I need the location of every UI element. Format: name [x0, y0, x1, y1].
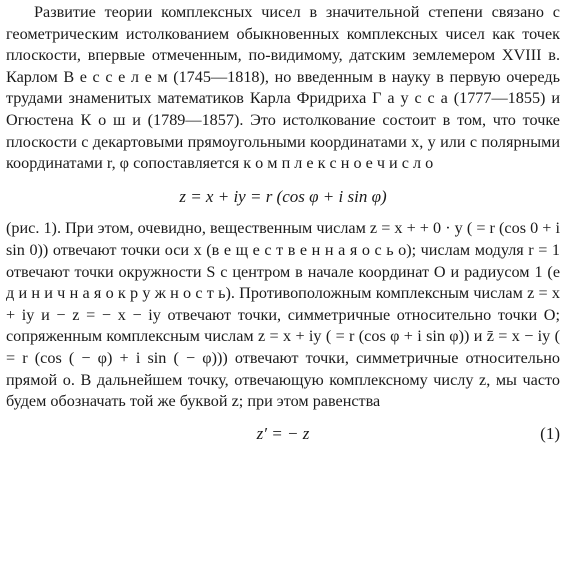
- paragraph-intro: Развитие теории комплексных чисел в значительной степени связано с геометрическим истолкованием обыкновенных комплексных чисел как точек плоскости, впервые отмеченным, по-видимому, датским землемером XVIII в. Карлом В е с с е л е м (1745—1818), но введенным в науку в первую очередь трудами знаменитых математиков Карла Фридриха Г а у с с а (1777—1855) и Огюстена К о ш и (1789—1857). Это истолкование состоит в том, что точке плоскости с декартовыми прямоугольными координатами x, y или с полярными координатами r, φ сопоставляется к о м п л е к с н о е ч и с л о: [6, 3, 560, 173]
- equation-1-body: z′ = − z: [256, 423, 310, 443]
- complex-number-formula: z = x + iy = r (cos φ + i sin φ): [179, 186, 387, 206]
- equation-1: [6, 423, 560, 445]
- paragraph-geometric-interpretation: (рис. 1). При этом, очевидно, вещественным числам z = x + + 0 · y ( = r (cos 0 + i sin 0)) отвечают точки оси x (в е щ е с т в е н н а я о с ь o); числам модуля r = 1 отвечают точки окружности S с центром в начале координат O и радиусом 1 (е д и н и ч н а я о к р у ж н о с т ь). Противоположным комплексным числам z = x + iy и − z = − x − iy отвечают точки, симметричные относительно точки O; сопряженным комплексным числам z = x + iy ( = r (cos φ + i sin φ)) и z̄ = x − iy ( = r (cos ( − φ) + i sin ( − φ))) отвечают точки, симметричные относительно прямой o. В дальнейшем точку, отвечающую комплексному числу z, мы часто будем обозначать той же буквой z; при этом равенства: [6, 219, 560, 411]
- document-page: [6, 2, 560, 444]
- equation-number: (1): [540, 423, 560, 443]
